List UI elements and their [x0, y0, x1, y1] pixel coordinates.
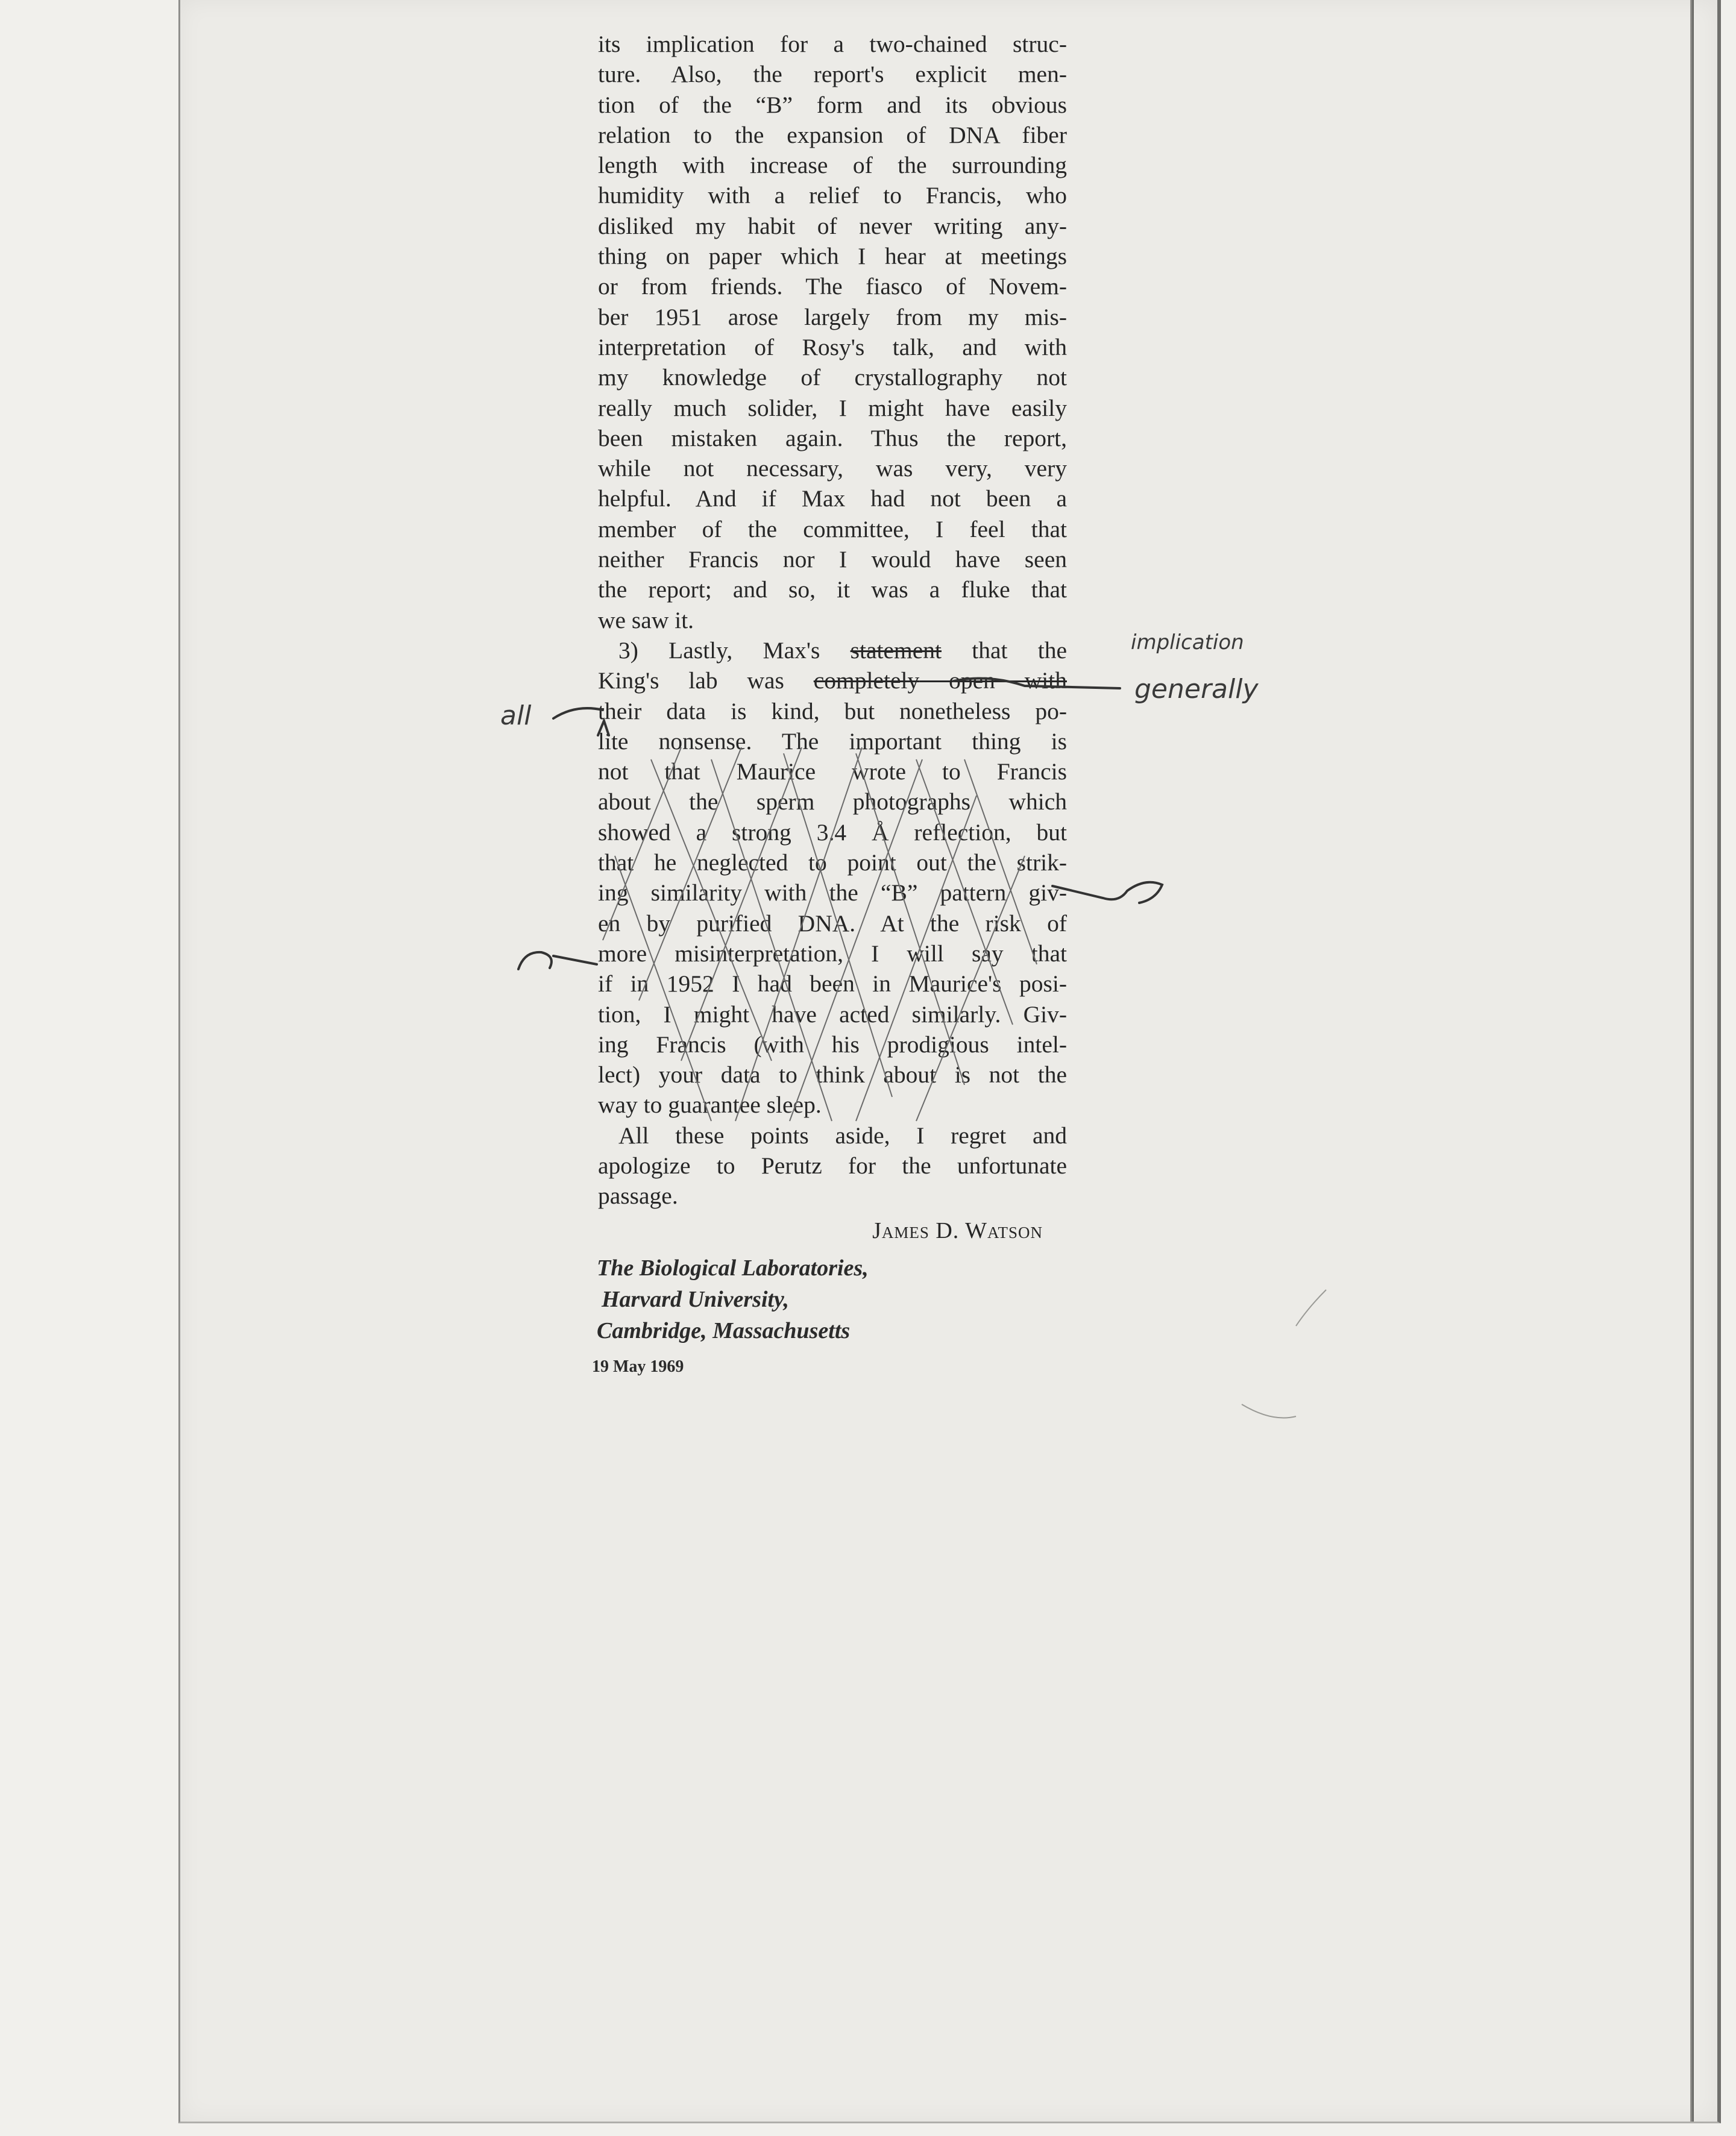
para3-first-line: 3) Lastly, Max's statement that the: [618, 636, 1067, 664]
letter-date: 19 May 1969: [592, 1357, 684, 1376]
article-column: [598, 29, 1067, 1211]
text-line: while not necessary, was very, very: [598, 455, 1067, 482]
text-line: ing Francis (with his prodigious intel-: [598, 1031, 1067, 1058]
text-line: showed a strong 3.4 Å reflection, but: [598, 818, 1067, 846]
text-line: not that Maurice wrote to Francis: [598, 758, 1067, 785]
text-line: apologize to Perutz for the unfortunate: [598, 1152, 1067, 1179]
text-line: way to guarantee sleep.: [598, 1092, 822, 1119]
text-line: or from friends. The fiasco of Novem-: [598, 273, 1067, 300]
text-line: thing on paper which I hear at meetings: [598, 243, 1067, 270]
text-line: relation to the expansion of DNA fiber: [598, 121, 1067, 148]
handwritten-generally: generally: [1134, 674, 1259, 705]
para3-second-line: King's lab was completely open with: [598, 667, 1067, 694]
text-line: member of the committee, I feel that: [598, 515, 1067, 542]
text-line: passage.: [598, 1183, 678, 1210]
struck-word-statement: statement: [850, 636, 942, 664]
text-line: the report; and so, it was a fluke that: [598, 576, 1067, 603]
text-line: disliked my habit of never writing any-: [598, 212, 1067, 239]
text-line: length with increase of the surrounding: [598, 152, 1067, 179]
text-line: tion of the “B” form and its obvious: [598, 91, 1067, 118]
handwritten-implication: implication: [1131, 630, 1244, 655]
text-line: about the sperm photographs which: [598, 788, 1067, 815]
text-line: All these points aside, I regret and: [618, 1122, 1067, 1149]
text-line: ber 1951 arose largely from my mis-: [598, 303, 1067, 330]
text-line: tion, I might have acted similarly. Giv-: [598, 1000, 1067, 1028]
author-signature: James D. Watson: [872, 1218, 1043, 1243]
text-line: we saw it.: [598, 606, 694, 633]
text-line: en by purified DNA. At the risk of: [598, 909, 1067, 937]
text-line: if in 1952 I had been in Maurice's posi-: [598, 970, 1067, 997]
text-line: their data is kind, but nonetheless po-: [598, 697, 1067, 724]
text-line: that he neglected to point out the strik-: [598, 849, 1067, 876]
affiliation-block: [597, 1252, 1079, 1346]
text-line: really much solider, I might have easily: [598, 394, 1067, 421]
text-line: been mistaken again. Thus the report,: [598, 424, 1067, 451]
struck-word-completely: completely: [813, 667, 920, 694]
text-line: lite nonsense. The important thing is: [598, 727, 1067, 755]
text-line: humidity with a relief to Francis, who: [598, 182, 1067, 209]
affiliation-line: The Biological Laboratories,: [597, 1255, 869, 1281]
affiliation-line: Cambridge, Massachusetts: [597, 1318, 851, 1343]
text-line: lect) your data to think about is not the: [598, 1061, 1067, 1088]
text-line: interpretation of Rosy's talk, and with: [598, 333, 1067, 360]
text-line: its implication for a two-chained struc-: [598, 31, 1067, 57]
text-line: neither Francis nor I would have seen: [598, 546, 1067, 573]
text-line: more misinterpretation, I will say that: [598, 940, 1067, 967]
affiliation-line: Harvard University,: [602, 1287, 790, 1312]
sheet-right-edge: [1690, 0, 1694, 2122]
text-line: ing similarity with the “B” pattern giv-: [598, 879, 1067, 906]
handwritten-all: all: [500, 700, 532, 731]
text-line: ture. Also, the report's explicit men-: [598, 61, 1067, 88]
text-line: my knowledge of crystallography not: [598, 364, 1067, 391]
text-line: helpful. And if Max had not been a: [598, 485, 1067, 512]
